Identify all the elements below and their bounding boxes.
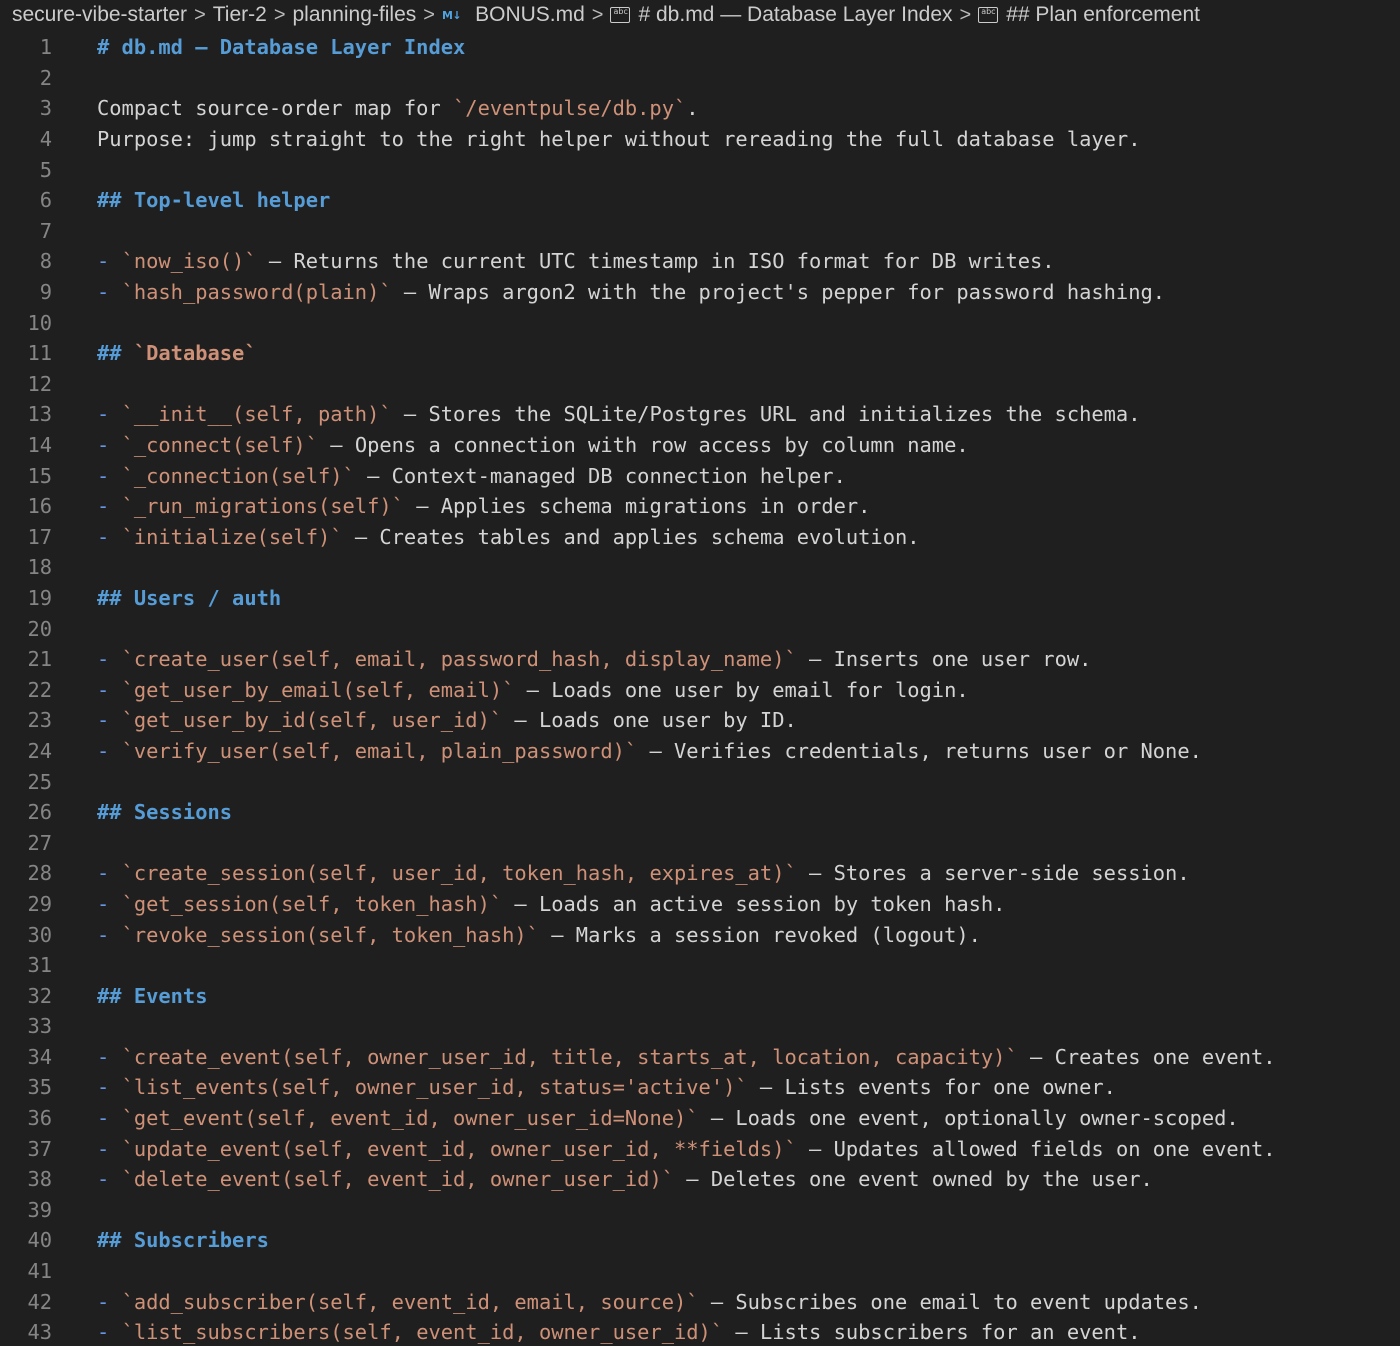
line-content (97, 433, 969, 457)
bullet-marker: - (97, 1289, 122, 1314)
code-line[interactable] (0, 246, 1400, 277)
bullet-marker: - (97, 1320, 122, 1345)
line-number: 36 (27, 1106, 52, 1131)
line-number: 31 (27, 953, 52, 978)
line-number: 22 (27, 677, 52, 702)
breadcrumb-label: planning-files (292, 3, 417, 26)
line-number: 18 (27, 555, 52, 580)
code-line[interactable] (0, 307, 1400, 338)
text-token: — Returns the current UTC timestamp in ISO format for DB writes. (256, 249, 1055, 274)
heading-code-token: `Database` (133, 341, 257, 366)
bullet-marker: - (97, 524, 122, 549)
line-number: 33 (27, 1014, 52, 1039)
line-content (97, 647, 1091, 671)
line-number: 12 (27, 371, 52, 396)
inline-code-token: `add_subscriber(self, event_id, email, source)` (121, 1289, 699, 1314)
inline-code-token: `initialize(self)` (121, 524, 343, 549)
inline-code-token: `verify_user(self, email, plain_password)` (121, 738, 638, 763)
code-line[interactable] (0, 1195, 1400, 1226)
line-number: 34 (27, 1044, 52, 1069)
line-content (97, 678, 969, 702)
inline-code-token: `list_events(self, owner_user_id, status='active')` (121, 1075, 748, 1100)
inline-code-token: `get_event(self, event_id, owner_user_id=None)` (121, 1106, 699, 1131)
line-content (97, 1320, 1141, 1344)
bullet-marker: - (97, 1106, 122, 1131)
line-number: 30 (27, 922, 52, 947)
code-line[interactable] (0, 1011, 1400, 1042)
code-line[interactable] (0, 1133, 1400, 1164)
code-line[interactable] (0, 980, 1400, 1011)
inline-code-token: `revoke_session(self, token_hash)` (121, 922, 539, 947)
line-content (97, 96, 699, 120)
line-content (97, 708, 797, 732)
code-line[interactable] (0, 399, 1400, 430)
line-content (97, 1075, 1116, 1099)
bullet-marker: - (97, 891, 122, 916)
breadcrumb-separator: > (423, 3, 435, 26)
text-token: — Stores a server-side session. (796, 861, 1190, 886)
line-content (97, 984, 208, 1008)
code-line[interactable] (0, 827, 1400, 858)
line-number: 40 (27, 1228, 52, 1253)
bullet-marker: - (97, 494, 122, 519)
inline-code-token: `list_subscribers(self, event_id, owner_user_id)` (121, 1320, 724, 1345)
line-number: 9 (39, 280, 52, 305)
line-content (97, 923, 981, 947)
line-content (97, 525, 920, 549)
line-number: 5 (39, 157, 52, 182)
text-token: — Loads one event, optionally owner-scoped. (698, 1106, 1239, 1131)
line-content (97, 800, 232, 824)
breadcrumb-item[interactable] (610, 3, 952, 27)
code-line[interactable] (0, 1317, 1400, 1346)
breadcrumb-separator: > (959, 3, 972, 26)
breadcrumb-item[interactable] (978, 3, 1200, 27)
inline-code-token: `get_user_by_email(self, email)` (121, 677, 515, 702)
line-number: 15 (27, 463, 52, 488)
code-line[interactable] (0, 950, 1400, 981)
breadcrumb-item[interactable] (293, 3, 417, 27)
text-token: — Creates one event. (1017, 1044, 1276, 1069)
line-content (97, 280, 1165, 304)
breadcrumb-label: Tier-2 (212, 3, 267, 26)
symbol-string-icon (610, 7, 630, 23)
code-line[interactable] (0, 583, 1400, 614)
bullet-marker: - (97, 463, 122, 488)
line-number: 25 (27, 769, 52, 794)
line-number: 2 (39, 65, 52, 90)
heading-token: ## Sessions (97, 800, 233, 825)
inline-code-token: `/eventpulse/db.py` (453, 96, 687, 121)
line-number: 21 (27, 647, 52, 672)
bullet-marker: - (97, 738, 122, 763)
breadcrumb-item[interactable] (442, 3, 585, 27)
line-number: 6 (39, 188, 52, 213)
line-content (97, 494, 870, 518)
breadcrumb (0, 0, 1400, 30)
code-line[interactable] (0, 797, 1400, 828)
inline-code-token: `update_event(self, event_id, owner_user_id, **fields)` (121, 1136, 797, 1161)
code-line[interactable] (0, 766, 1400, 797)
code-line[interactable] (0, 338, 1400, 369)
line-number: 37 (27, 1136, 52, 1161)
inline-code-token: `get_user_by_id(self, user_id)` (121, 708, 503, 733)
text-token: — Loads one user by email for login. (514, 677, 969, 702)
bullet-marker: - (97, 1075, 122, 1100)
line-number: 38 (27, 1167, 52, 1192)
line-number: 10 (27, 310, 52, 335)
code-line[interactable] (0, 858, 1400, 889)
heading-token: ## Subscribers (97, 1228, 269, 1253)
code-line[interactable] (0, 1225, 1400, 1256)
heading-token: # db.md — Database Layer Index (97, 35, 466, 60)
code-line[interactable] (0, 216, 1400, 247)
code-line[interactable] (0, 124, 1400, 155)
text-token: — Deletes one event owned by the user. (674, 1167, 1153, 1192)
text-token: — Applies schema migrations in order. (403, 494, 871, 519)
text-token: — Opens a connection with row access by column name. (317, 433, 969, 458)
text-token: — Wraps argon2 with the project's pepper for password hashing. (391, 280, 1166, 305)
inline-code-token: `get_session(self, token_hash)` (121, 891, 503, 916)
code-line[interactable] (0, 1256, 1400, 1287)
heading-token: ## Top-level helper (97, 188, 331, 213)
breadcrumb-label: ## Plan enforcement (1006, 3, 1200, 26)
code-line[interactable] (0, 644, 1400, 675)
code-line[interactable] (0, 277, 1400, 308)
line-number: 27 (27, 830, 52, 855)
symbol-string-icon (978, 7, 998, 23)
line-number: 29 (27, 891, 52, 916)
text-token: — Context-managed DB connection helper. (354, 463, 846, 488)
text-token: — Lists subscribers for an event. (723, 1320, 1141, 1345)
line-content (97, 1106, 1239, 1130)
inline-code-token: `hash_password(plain)` (121, 280, 392, 305)
inline-code-token: `create_event(self, owner_user_id, title, starts_at, location, capacity)` (121, 1044, 1018, 1069)
code-line[interactable] (0, 552, 1400, 583)
bullet-marker: - (97, 1044, 122, 1069)
line-content (97, 35, 465, 59)
code-line[interactable] (0, 1286, 1400, 1317)
line-number: 19 (27, 585, 52, 610)
line-content (97, 1137, 1276, 1161)
text-token: — Lists events for one owner. (747, 1075, 1116, 1100)
breadcrumb-separator: > (273, 3, 286, 26)
bullet-marker: - (97, 861, 122, 886)
code-line[interactable] (0, 674, 1400, 705)
line-number: 32 (27, 983, 52, 1008)
bullet-marker: - (97, 922, 122, 947)
line-number: 16 (27, 494, 52, 519)
line-content (97, 861, 1190, 885)
breadcrumb-label: secure-vibe-starter (12, 3, 188, 26)
line-content (97, 188, 330, 212)
breadcrumb-item[interactable] (213, 3, 267, 27)
line-number: 23 (27, 708, 52, 733)
line-number: 28 (27, 861, 52, 886)
line-content (97, 249, 1055, 273)
heading-token: ## Users / auth (97, 585, 282, 610)
code-line[interactable] (0, 32, 1400, 63)
line-number: 11 (27, 341, 52, 366)
bullet-marker: - (97, 677, 122, 702)
bullet-marker: - (97, 1167, 122, 1192)
line-number: 7 (39, 218, 52, 243)
code-line[interactable] (0, 919, 1400, 950)
code-line[interactable] (0, 185, 1400, 216)
bullet-marker: - (97, 280, 122, 305)
bullet-marker: - (97, 708, 122, 733)
markdown-icon: M↓ (441, 8, 462, 22)
line-number: 43 (27, 1320, 52, 1345)
line-content (97, 402, 1141, 426)
inline-code-token: `create_user(self, email, password_hash, display_name)` (121, 647, 797, 672)
text-token: — Marks a session revoked (logout). (538, 922, 981, 947)
code-line[interactable] (0, 1072, 1400, 1103)
line-number: 26 (27, 800, 52, 825)
inline-code-token: `_connect(self)` (121, 433, 318, 458)
bullet-marker: - (97, 647, 122, 672)
text-token: — Updates allowed fields on one event. (796, 1136, 1276, 1161)
inline-code-token: `now_iso()` (121, 249, 257, 274)
text-token: — Inserts one user row. (796, 647, 1092, 672)
breadcrumb-label: # db.md — Database Layer Index (638, 3, 953, 26)
code-line[interactable] (0, 430, 1400, 461)
code-line[interactable] (0, 613, 1400, 644)
line-number: 35 (27, 1075, 52, 1100)
line-number: 1 (39, 35, 52, 60)
line-number: 14 (27, 433, 52, 458)
code-line[interactable] (0, 1042, 1400, 1073)
line-number: 41 (27, 1259, 52, 1284)
line-content (97, 1045, 1276, 1069)
line-number: 13 (27, 402, 52, 427)
inline-code-token: `_run_migrations(self)` (121, 494, 404, 519)
text-token: . (686, 96, 699, 121)
text-token: — Loads one user by ID. (502, 708, 797, 733)
breadcrumb-item[interactable] (12, 3, 187, 27)
code-line[interactable] (0, 491, 1400, 522)
inline-code-token: `create_session(self, user_id, token_hash, expires_at)` (121, 861, 797, 886)
inline-code-token: `delete_event(self, event_id, owner_user_id)` (121, 1167, 674, 1192)
line-content (97, 1167, 1153, 1191)
text-token: — Loads an active session by token hash. (502, 891, 1006, 916)
line-number: 42 (27, 1289, 52, 1314)
line-number: 4 (39, 127, 52, 152)
breadcrumb-separator: > (591, 3, 604, 26)
code-area[interactable] (0, 32, 1400, 1346)
line-number: 8 (39, 249, 52, 274)
text-token: — Verifies credentials, returns user or None. (637, 738, 1202, 763)
code-line[interactable] (0, 705, 1400, 736)
inline-code-token: `_connection(self)` (121, 463, 355, 488)
breadcrumb-label: BONUS.md (475, 3, 585, 26)
code-line[interactable] (0, 93, 1400, 124)
line-content (97, 127, 1140, 151)
line-content (97, 1290, 1202, 1314)
line-number: 3 (39, 96, 52, 121)
line-content (97, 586, 281, 610)
line-number: 20 (27, 616, 52, 641)
line-content (97, 1228, 269, 1252)
text-token: — Stores the SQLite/Postgres URL and initializes the schema. (391, 402, 1141, 427)
text-token: — Subscribes one email to event updates. (698, 1289, 1202, 1314)
line-number: 17 (27, 524, 52, 549)
text-token: — Creates tables and applies schema evolution. (342, 524, 920, 549)
line-content (97, 739, 1202, 763)
code-line[interactable] (0, 889, 1400, 920)
line-content (97, 341, 257, 365)
text-token: Purpose: jump straight to the right helper without rereading the full database layer. (97, 127, 1141, 152)
inline-code-token: `__init__(self, path)` (121, 402, 392, 427)
bullet-marker: - (97, 249, 122, 274)
code-line[interactable] (0, 369, 1400, 400)
code-line[interactable] (0, 1103, 1400, 1134)
code-line[interactable] (0, 736, 1400, 767)
heading-token: ## Events (97, 983, 208, 1008)
code-line[interactable] (0, 460, 1400, 491)
breadcrumb-separator: > (194, 3, 206, 26)
code-line[interactable] (0, 1164, 1400, 1195)
text-token: Compact source-order map for (97, 96, 454, 121)
line-number: 39 (27, 1197, 52, 1222)
bullet-marker: - (97, 1136, 122, 1161)
code-line[interactable] (0, 63, 1400, 94)
line-number: 24 (27, 738, 52, 763)
bullet-marker: - (97, 433, 122, 458)
line-content (97, 464, 846, 488)
code-line[interactable] (0, 522, 1400, 553)
line-content (97, 892, 1005, 916)
heading-token: ## (97, 341, 134, 366)
bullet-marker: - (97, 402, 122, 427)
code-line[interactable] (0, 154, 1400, 185)
